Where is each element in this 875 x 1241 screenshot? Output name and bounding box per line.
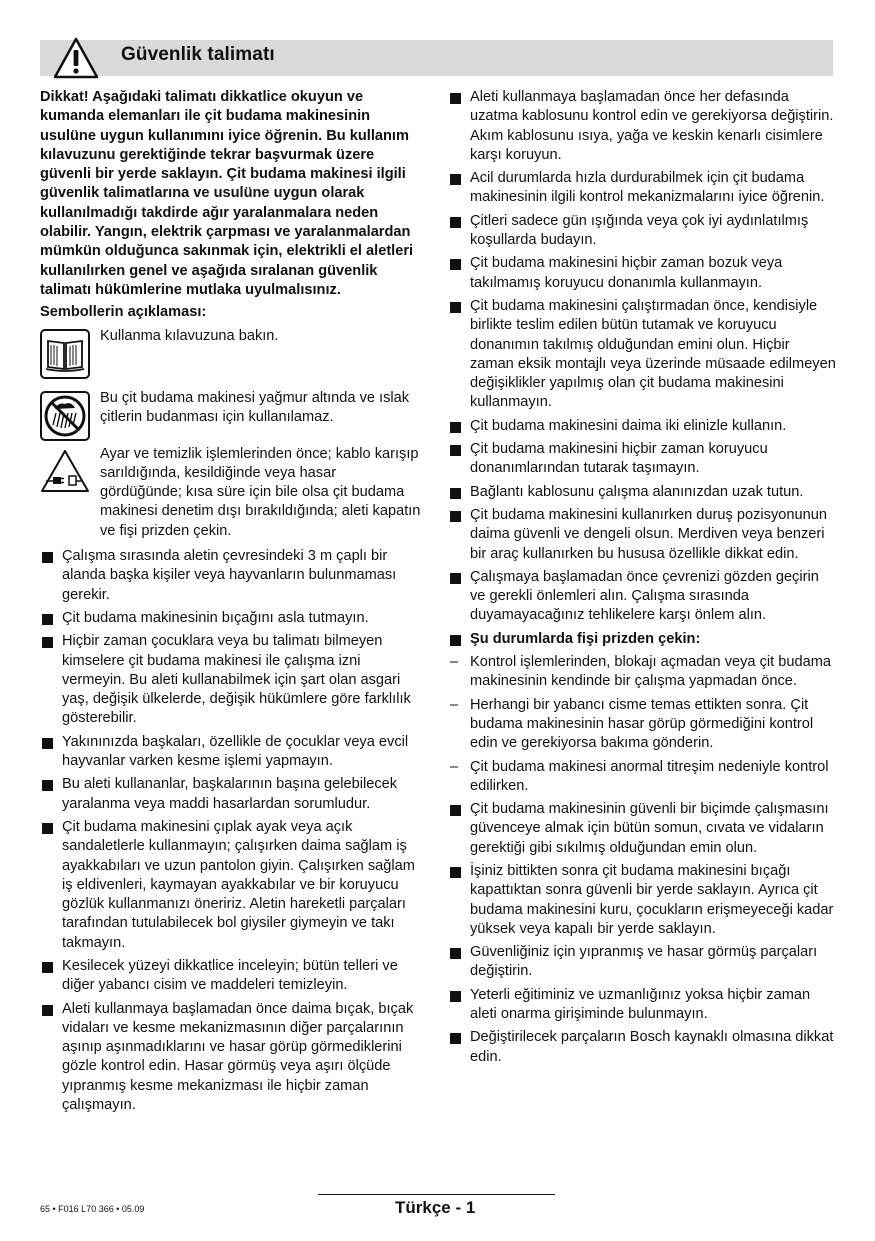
bullet-square xyxy=(450,573,461,584)
list-item: Çit budama makinesinin bıçağını asla tutmayın. xyxy=(40,609,422,628)
symbol-row-no-rain xyxy=(40,389,422,441)
list-item: Yakınınızda başkaları, özellikle de çocuklar veya evcil hayvanlar varken kesme işlemi yapmayın. xyxy=(40,733,422,772)
dash-item: – Kontrol işlemlerinden, blokajı açmadan veya çit budama makinesinin kendinde bir çalışma yapmadan önce. xyxy=(450,654,831,690)
list-item: Değiştirilecek parçaların Bosch kaynaklı olmasına dikkat edin. xyxy=(448,1028,836,1067)
list-item: Çitleri sadece gün ışığında veya çok iyi aydınlatılmış koşullarda budayın. xyxy=(448,212,836,251)
list-item: Güvenliğiniz için yıpranmış ve hasar görmüş parçaları değiştirin. xyxy=(448,943,836,982)
bullet-square xyxy=(450,217,461,228)
warning-triangle-icon xyxy=(52,36,100,80)
list-item: Aleti kullanmaya başlamadan önce daima bıçak, bıçak vidaları ve kesme mekanizmasının diğer parçalarının aşınıp aşınmadıklarını ve hasar görüp görmediklerini gözle kontrol edin. Hasar görmüş veya aşırı ölçüde yıpranmış kesme mekanizması ile hiçbir zaman çalışmayın. xyxy=(40,1000,422,1116)
list-item: Çit budama makinesini hiçbir zaman koruyucu donanımlarından tutarak taşımayın. xyxy=(448,440,836,479)
list-item: Çit budama makinesini çıplak ayak veya açık sandaletlerle kullanmayın; çalışırken daima sağlam iş ayakkabıları ve uzun pantolon giyin. Çalışırken sağlam iş eldivenleri, kaymayan ayakkabılar ve bir koruyucu gözlük kullanmanızı öneririz. Aletin hareketli parçaları tarafından tutulabilecek bol giysiler giymeyin ve takı takmayın. xyxy=(40,818,422,953)
symbol-text-unplug: Ayar ve temizlik işlemlerinden önce; kablo karışıp sarıldığında, kesildiğinde veya hasar gördüğünde; kısa süre için bile olsa çit budama makinesi denetim dışı bırakıldığında; aleti kapatın ve fişi prizden çekin. xyxy=(100,445,421,539)
list-item: Çit budama makinesini daima iki elinizle kullanın. xyxy=(448,417,836,436)
symbol-text-manual: Kullanma kılavuzuna bakın. xyxy=(100,327,279,344)
list-item: Çit budama makinesini çalıştırmadan önce, kendisiyle birlikte teslim edilen bütün tutamak ve koruyucu donanımın takılmış olduğundan emini olun. Hiçbir zaman eksik montajlı veya üzerinde müsaade edilmeyen değişiklikler yapılmış olan çit budama makinesini kullanmayın. xyxy=(448,297,836,413)
bullet-square xyxy=(450,422,461,433)
list-item: Yeterli eğitiminiz ve uzmanlığınız yoksa hiçbir zaman aleti onarma girişiminde bulunmayın. xyxy=(448,986,836,1025)
bullet-square xyxy=(450,1033,461,1044)
dash-marker: – xyxy=(450,654,459,671)
bullet-square xyxy=(450,488,461,499)
list-item: Hiçbir zaman çocuklara veya bu talimatı bilmeyen kimselere çit budama makinesi ile çalışma izni vermeyin. Bu aleti kullanabilmek için şart olan asgari yaş, değişik ülkelerde, değişik hükümlere göre farklılık gösterebilir. xyxy=(40,632,422,728)
footer-divider xyxy=(318,1194,555,1195)
list-item: Bu aleti kullananlar, başkalarının başına gelebilecek yaralanma veya maddi hasarlardan sorumludur. xyxy=(40,775,422,814)
bullet-square xyxy=(450,174,461,185)
bullet-square xyxy=(42,962,53,973)
symbol-row-manual xyxy=(40,327,422,379)
bullet-square xyxy=(450,259,461,270)
bullet-square xyxy=(450,991,461,1002)
no-rain-icon xyxy=(40,391,90,441)
bullet-square xyxy=(450,445,461,456)
bullet-square xyxy=(42,614,53,625)
list-item: Kesilecek yüzeyi dikkatlice inceleyin; bütün telleri ve diğer yabancı cisim ve maddeleri temizleyin. xyxy=(40,957,422,996)
symbol-text-no-rain: Bu çit budama makinesi yağmur altında ve ıslak çitlerin budanması için kullanılamaz. xyxy=(100,389,410,425)
bullet-square xyxy=(450,867,461,878)
symbols-heading: Sembollerin açıklaması: xyxy=(40,304,207,321)
list-item: Çalışmaya başlamadan önce çevrenizi gözden geçirin ve gerekli önlemleri alın. Çalışma sırasında duyamayacağınız tehlikelere karşı önlem alın. xyxy=(448,568,836,626)
section-title: Güvenlik talimatı xyxy=(121,44,275,65)
bullet-square xyxy=(450,93,461,104)
list-item: Çit budama makinesini hiçbir zaman bozuk veya takılmamış koruyucu donanımla kullanmayın. xyxy=(448,254,836,293)
unplug-warning-icon xyxy=(40,447,90,497)
symbol-row-unplug xyxy=(40,445,422,541)
bullet-square xyxy=(450,302,461,313)
bullet-square xyxy=(450,511,461,522)
list-item: İşiniz bittikten sonra çit budama makinesini bıçağı kapattıktan sonra güvenli bir yerde saklayın. Ayrıca çit budama makinesini kuru, çocukların erişmeyeceği kadar yüksek veya kapalı bir yerde saklayın. xyxy=(448,862,836,939)
book-icon xyxy=(40,329,90,379)
list-item: Aleti kullanmaya başlamadan önce her defasında uzatma kablosunu kontrol edin ve gerekiyorsa değiştirin. Akım kablosunu ısıya, yağa ve keskin kenarlı cisimlere karşı koruyun. xyxy=(448,88,836,165)
unplug-heading: Şu durumlarda fişi prizden çekin: xyxy=(448,630,836,649)
bullet-square xyxy=(42,637,53,648)
bullet-square xyxy=(42,823,53,834)
intro-warning-text: Dikkat! Aşağıdaki talimatı dikkatlice okuyun ve kumanda elemanları ile çit budama makinesinin usulüne uygun kullanımını iyice öğrenin. Bu kullanım kılavuzunu gerektiğinde tekrar başvurmak üzere güvenli bir yerde saklayın. Çit budama makinesi ilgili güvenlik talimatlarına ve usulüne uygun olarak kullanılmadığı takdirde ağır yaralanmalara neden olabilir. Yangın, elektrik çarpması ve yaralanmalardan mümkün olduğunca sakınmak için, elektrikli el aletleri kullanılırken genel ve aşağıda sıralanan güvenlik talimatı hükümlerine mutlaka uyulmalısınız. xyxy=(40,89,414,298)
bullet-square xyxy=(450,805,461,816)
dash-marker: – xyxy=(450,696,459,713)
document-code: 65 • F016 L70 366 • 05.09 xyxy=(40,1204,145,1214)
list-item: Acil durumlarda hızla durdurabilmek için çit budama makinesinin ilgili kontrol mekanizmalarını iyice öğrenin. xyxy=(448,169,836,208)
dash-marker: – xyxy=(450,758,459,775)
dash-item: – Herhangi bir yabancı cisme temas ettikten sonra. Çit budama makinesinin hasar görüp görmediğini kontrol edin ve gerekiyorsa bakıma gönderin. xyxy=(450,696,814,752)
right-column xyxy=(448,88,836,1071)
bullet-square xyxy=(42,1005,53,1016)
page-label: Türkçe - 1 xyxy=(395,1198,476,1217)
list-item: Çit budama makinesini kullanırken duruş pozisyonunun daima güvenli ve dengeli olsun. Merdiven veya benzeri bir araç kullanırken bu hususa özellikle dikkat edin. xyxy=(448,506,836,564)
bullet-square xyxy=(42,780,53,791)
dash-item: – Çit budama makinesi anormal titreşim nedeniyle kontrol edilirken. xyxy=(450,758,829,794)
list-item: Çalışma sırasında aletin çevresindeki 3 m çaplı bir alanda başka kişiler veya hayvanların bulunmaması gerekir. xyxy=(40,547,422,605)
bullet-square xyxy=(42,552,53,563)
bullet-square xyxy=(450,948,461,959)
left-column xyxy=(40,88,422,1119)
bullet-square xyxy=(450,635,461,646)
list-item: Çit budama makinesinin güvenli bir biçimde çalışmasını güvenceye almak için bütün somun, cıvata ve vidaların gerektiği gibi sıkılmış olduğundan emin olun. xyxy=(448,800,836,858)
bullet-square xyxy=(42,738,53,749)
list-item: Bağlantı kablosunu çalışma alanınızdan uzak tutun. xyxy=(448,483,836,502)
